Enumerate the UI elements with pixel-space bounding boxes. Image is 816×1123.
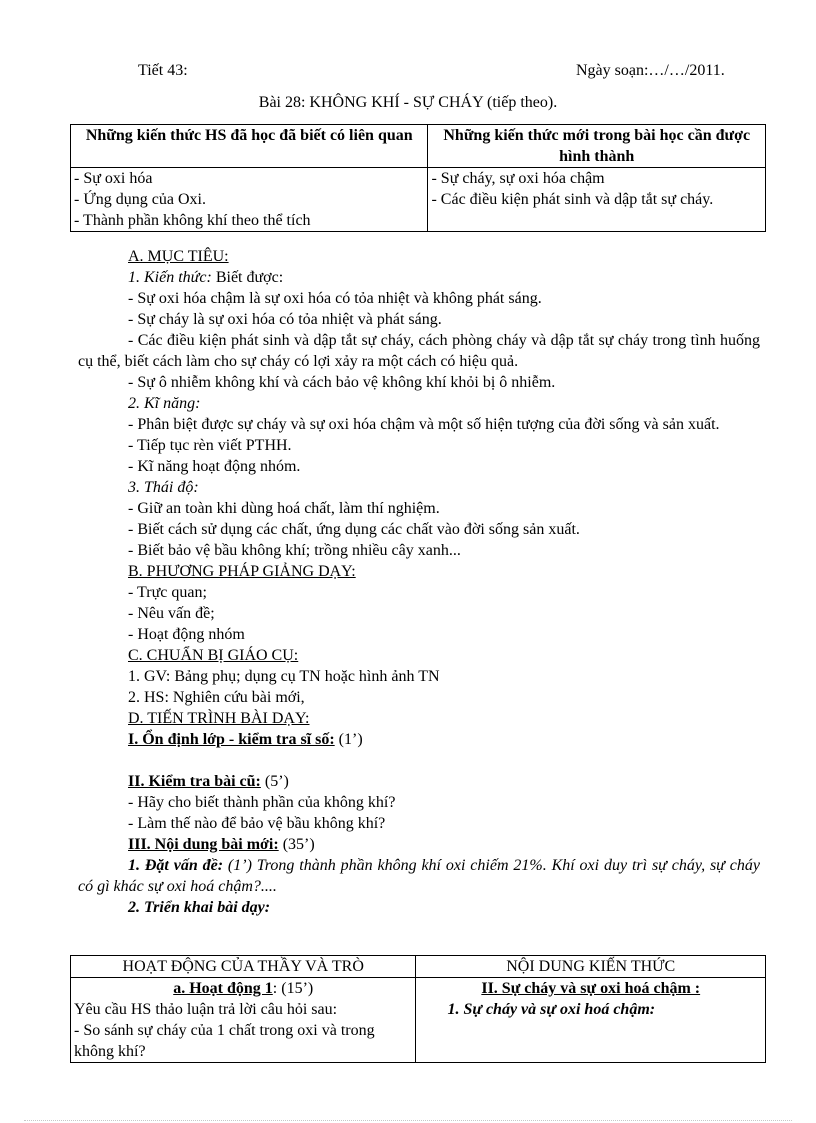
problem-label: 1. Đặt vấn đề: [128,857,224,874]
step-review [78,771,760,792]
section-c-title: C. CHUẨN BỊ GIÁO CỤ: [128,647,299,664]
spacer [78,750,760,771]
step-time: (5’) [260,773,289,790]
activity-label: a. Hoạt động 1 [173,980,273,997]
knowledge-new-header: Những kiến thức mới trong bài học cần được hình thành [428,125,766,168]
knowledge-prior-header: Những kiến thức HS đã học đã biết có liên quan [71,125,428,168]
skills-label: 2. Kĩ năng: [128,395,201,412]
knowledge-objective [78,267,760,288]
list-item: - Tiếp tục rèn viết PTHH. [128,437,292,454]
prep-date: Ngày soạn:…/…/2011. [576,62,725,79]
list-item: - Sự oxi hóa [74,170,153,187]
activity-cell [71,978,416,1063]
step-label: III. Nội dung bài mới: [128,836,279,853]
list-item: - Hãy cho biết thành phần của không khí? [128,794,396,811]
section-a-title: A. MỤC TIÊU: [128,248,229,265]
knowledge-text: Biết được: [211,269,284,286]
list-item: 1. GV: Bảng phụ; dụng cụ TN hoặc hình ảnh TN [128,668,440,685]
list-item: - Biết bảo vệ bầu không khí; trồng nhiều cây xanh... [128,542,461,559]
knowledge-label: 1. Kiến thức: [128,269,212,286]
activity-heading [74,978,412,999]
list-item: - Sự cháy, sự oxi hóa chậm [431,170,605,187]
list-item: - Ứng dụng của Oxi. [74,191,206,208]
lesson-number: Tiết 43: [138,62,188,79]
step-class-check [78,729,760,750]
list-item: - Các điều kiện phát sinh và dập tắt sự cháy. [431,191,714,208]
knowledge-new-cell [428,168,766,232]
list-item: - Sự ô nhiễm không khí và cách bảo vệ không khí khỏi bị ô nhiễm. [128,374,556,391]
content-title: II. Sự cháy và sự oxi hoá chậm : [481,980,701,997]
list-item: - Phân biệt được sự cháy và sự oxi hóa chậm và một số hiện tượng của đời sống và sản xuất. [128,416,720,433]
list-item: - Sự cháy là sự oxi hóa có tỏa nhiệt và phát sáng. [128,311,442,328]
page-bottom-divider [24,1120,792,1121]
list-item: - Hoạt động nhóm [128,626,245,643]
list-item: 2. HS: Nghiên cứu bài mới, [128,689,305,706]
step-new-lesson [78,834,760,855]
teacher-student-header: HOẠT ĐỘNG CỦA THẦY VÀ TRÒ [71,956,416,978]
activity-time: : (15’) [272,980,314,997]
list-item: - Nêu vấn đề; [128,605,215,622]
step-time: (1’) [334,731,363,748]
step-label: I. Ổn định lớp - kiểm tra sĩ số: [128,731,335,748]
knowledge-prior-cell [71,168,428,232]
list-item: - Thành phần không khí theo thể tích [74,212,311,229]
list-item: - Làm thế nào để bảo vệ bầu không khí? [128,815,386,832]
list-item: - Giữ an toàn khi dùng hoá chất, làm thí nghiệm. [128,500,440,517]
content-subtitle: 1. Sự cháy và sự oxi hoá chậm: [447,1001,656,1018]
list-item: - Các điều kiện phát sinh và dập tắt sự cháy, cách phòng cháy và dập tắt sự cháy trong tình huống cụ thể, biết cách làm cho sự cháy có lợi xảy ra một cách có hiệu quả. [78,332,760,370]
knowledge-table [70,124,766,232]
section-d-title: D. TIẾN TRÌNH BÀI DẠY: [128,710,310,727]
problem-text: (1’) Trong thành phần không khí oxi chiếm 21%. Khí oxi duy trì sự cháy, sự cháy có gì khác sự oxi hoá chậm?.... [78,857,760,895]
step-label: II. Kiểm tra bài cũ: [128,773,261,790]
lesson-title: Bài 28: KHÔNG KHÍ - SỰ CHÁY (tiếp theo). [258,94,558,111]
list-item: - Kĩ năng hoạt động nhóm. [128,458,301,475]
section-b-title: B. PHƯƠNG PHÁP GIẢNG DẠY: [128,563,356,580]
content-cell [416,978,766,1063]
problem-statement [78,855,760,897]
step-time: (35’) [278,836,315,853]
list-item: Yêu cầu HS thảo luận trả lời câu hỏi sau: [74,1001,338,1018]
deployment-label: 2. Triển khai bài dạy: [128,899,271,916]
attitude-label: 3. Thái độ: [128,479,199,496]
list-item: - So sánh sự cháy của 1 chất trong oxi và trong không khí? [74,1022,375,1060]
list-item: - Sự oxi hóa chậm là sự oxi hóa có tỏa nhiệt và không phát sáng. [128,290,542,307]
list-item: - Trực quan; [128,584,207,601]
list-item: - Biết cách sử dụng các chất, ứng dụng các chất vào đời sống sản xuất. [128,521,580,538]
activity-table [70,955,766,1063]
lesson-body [78,246,760,918]
content-header: NỘI DUNG KIẾN THỨC [416,956,766,978]
